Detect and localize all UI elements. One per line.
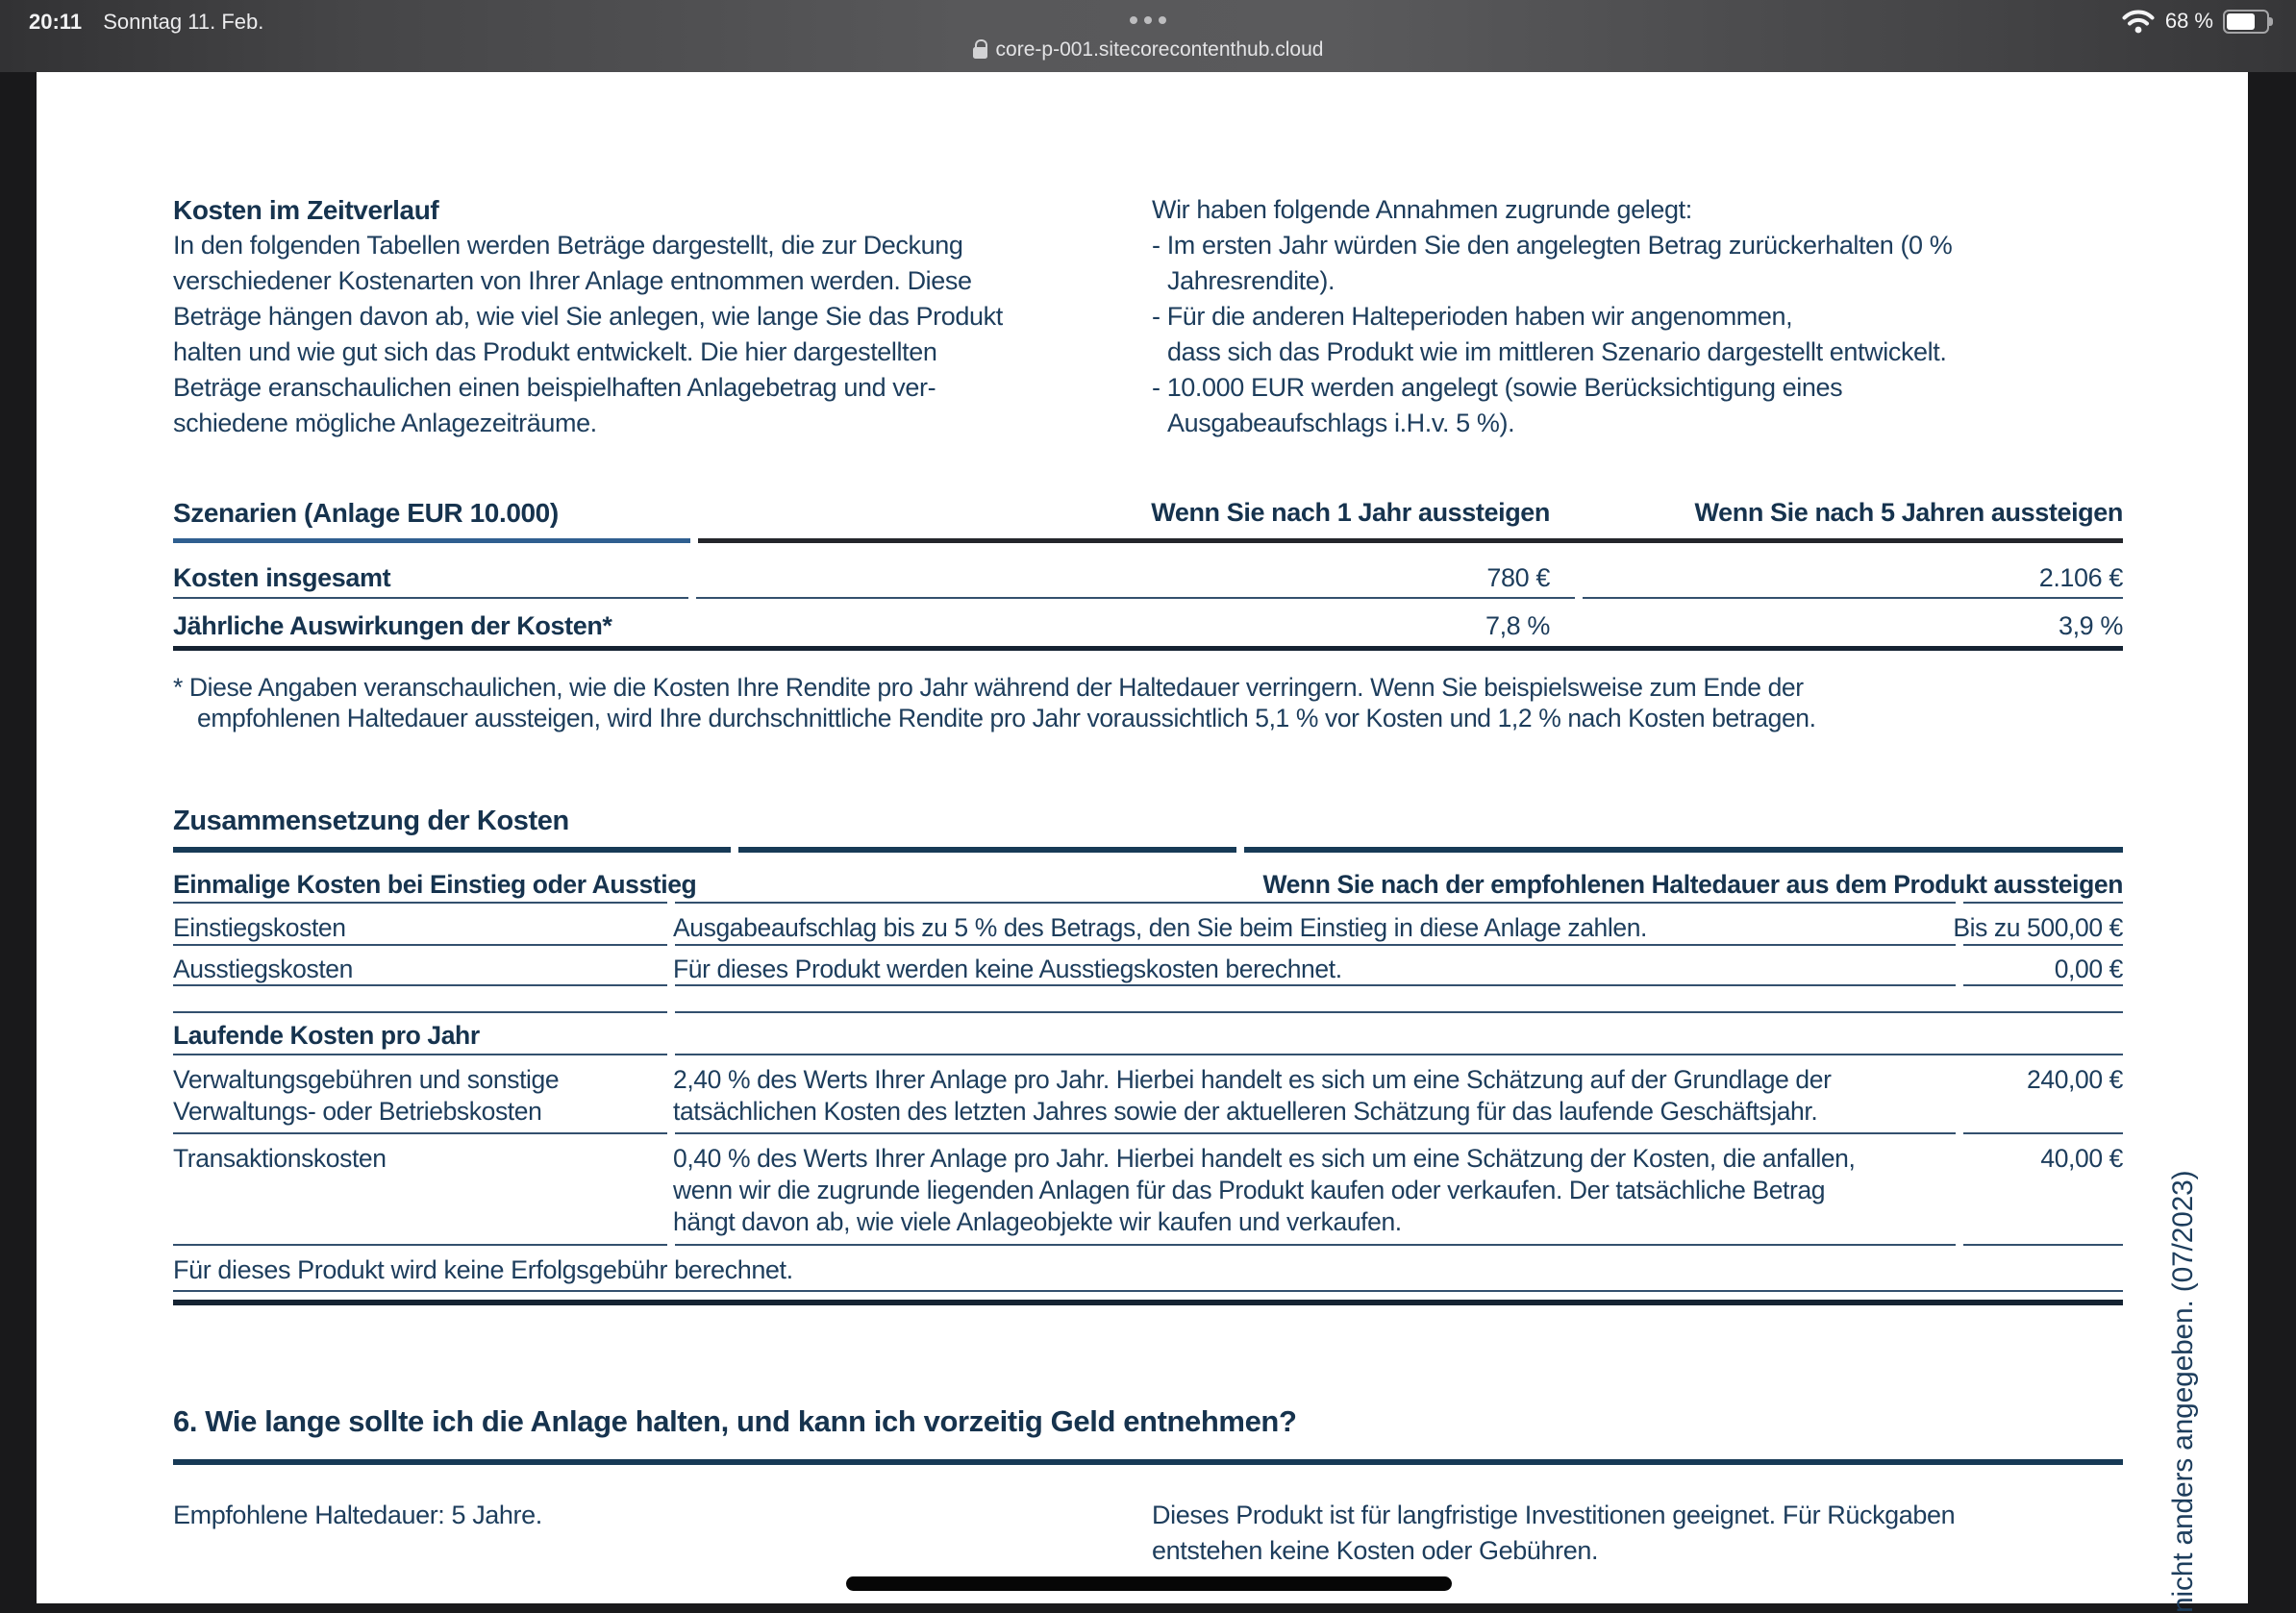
battery-nub	[2269, 17, 2273, 26]
intro-line: In den folgenden Tabellen werden Beträge dargestellt, die zur Deckung	[173, 231, 963, 260]
exit-costs-label: Ausstiegskosten	[173, 955, 353, 983]
status-bar	[0, 0, 2296, 72]
holding-period-rule	[173, 1459, 2123, 1465]
ellipsis-icon	[1144, 16, 1152, 24]
composition-row-rule	[1963, 1132, 2123, 1134]
scenario-row-value-year1: 780 €	[1486, 563, 1550, 592]
management-fees-value: 240,00 €	[2027, 1065, 2123, 1094]
assumption-line: Ausgabeaufschlags i.H.v. 5 %).	[1167, 409, 1515, 437]
running-costs-header: Laufende Kosten pro Jahr	[173, 1021, 480, 1050]
composition-bottom-thin-rule	[173, 1290, 2123, 1292]
composition-row-rule	[173, 944, 667, 946]
status-date: Sonntag 11. Feb.	[103, 10, 264, 34]
management-fees-label	[173, 1065, 559, 1129]
intro-line: schiedene mögliche Anlagezeiträume.	[173, 409, 597, 437]
scenario-row-label: Jährliche Auswirkungen der Kosten*	[173, 611, 612, 640]
exit-after-holding-header: Wenn Sie nach der empfohlenen Haltedauer aus dem Produkt aussteigen	[1262, 870, 2123, 899]
exit-costs-desc: Für dieses Produkt werden keine Ausstiegskosten berechnet.	[673, 955, 1342, 983]
ellipsis-icon	[1130, 16, 1137, 24]
recommended-holding-period: Empfohlene Haltedauer: 5 Jahre.	[173, 1501, 542, 1529]
management-fees-desc	[673, 1065, 1832, 1129]
label-line: Verwaltungsgebühren und sonstige	[173, 1065, 560, 1094]
scenario-table-header-year5: Wenn Sie nach 5 Jahren aussteigen	[1694, 498, 2123, 527]
composition-bottom-thick-rule	[173, 1300, 2123, 1305]
assumption-line: - Für die anderen Halteperioden haben wir angenommen,	[1152, 302, 1793, 331]
scenario-table-header-product: Szenarien (Anlage EUR 10.000)	[173, 498, 559, 528]
scenario-row-rule	[1583, 597, 2123, 599]
scenario-row-value-year5: 2.106 €	[2038, 563, 2123, 592]
composition-top-rule	[738, 847, 1236, 853]
assumption-line: - Im ersten Jahr würden Sie den angelegten Betrag zurückerhalten (0 %	[1152, 231, 1953, 260]
section-title-kosten-im-zeitverlauf: Kosten im Zeitverlauf	[173, 195, 439, 225]
entry-costs-label: Einstiegskosten	[173, 913, 346, 942]
status-right-cluster	[2121, 9, 2269, 34]
one-off-costs-header: Einmalige Kosten bei Einstieg oder Ausstieg	[173, 870, 697, 899]
battery-icon	[2223, 10, 2269, 34]
status-time: 20:11	[29, 10, 83, 34]
home-indicator[interactable]	[846, 1576, 1452, 1591]
scenario-row-value-year1: 7,8 %	[1485, 611, 1550, 640]
intro-line: Beträge hängen davon ab, wie viel Sie anlegen, wie lange Sie das Produkt	[173, 302, 1003, 331]
composition-row-rule	[173, 1132, 667, 1134]
composition-row-rule	[675, 1054, 2123, 1055]
composition-row-rule	[675, 1244, 1956, 1246]
battery-fill	[2227, 13, 2255, 30]
composition-row-rule	[173, 984, 667, 986]
desc-line: 2,40 % des Werts Ihrer Anlage pro Jahr. Hierbei handelt es sich um eine Schätzung auf der Grundlage der	[673, 1065, 1832, 1094]
entry-costs-value: Bis zu 500,00 €	[1953, 913, 2123, 942]
composition-top-rule	[1244, 847, 2123, 853]
running-costs-top-rule	[173, 1011, 667, 1013]
url-text: core-p-001.sitecorecontenthub.cloud	[995, 38, 1324, 61]
composition-title: Zusammensetzung der Kosten	[173, 806, 569, 836]
running-costs-top-rule	[675, 1011, 2123, 1013]
intro-line: Beträge eranschaulichen einen beispielhaften Anlagebetrag und ver-	[173, 373, 936, 402]
assumption-line: - 10.000 EUR werden angelegt (sowie Berücksichtigung eines	[1152, 373, 1843, 402]
desc-line: 0,40 % des Werts Ihrer Anlage pro Jahr. Hierbei handelt es sich um eine Schätzung der Kosten, die anfallen,	[673, 1144, 1856, 1173]
transaction-costs-desc	[673, 1144, 1855, 1239]
intro-line: verschiedener Kostenarten von Ihrer Anlage entnommen werden. Diese	[173, 266, 972, 295]
composition-row-rule	[173, 1054, 667, 1055]
rotated-version-note: nicht anders angegeben. (07/2023)	[2167, 1170, 2199, 1613]
scenario-table-bottom-rule	[173, 646, 2123, 651]
label-line: Verwaltungs- oder Betriebskosten	[173, 1097, 542, 1126]
desc-line: wenn wir die zugrunde liegenden Anlagen für das Produkt kaufen oder verkaufen. Der tatsächliche Betrag	[673, 1176, 1826, 1204]
intro-paragraph	[173, 231, 1003, 444]
assumption-line: Wir haben folgende Annahmen zugrunde gelegt:	[1152, 195, 1692, 224]
holding-period-title: 6. Wie lange sollte ich die Anlage halten, und kann ich vorzeitig Geld entnehmen?	[173, 1404, 1297, 1438]
transaction-costs-label: Transaktionskosten	[173, 1144, 387, 1173]
composition-row-rule	[173, 1244, 667, 1246]
composition-row-rule	[675, 902, 1956, 904]
battery-percent: 68 %	[2164, 9, 2213, 33]
transaction-costs-value: 40,00 €	[2040, 1144, 2123, 1173]
composition-row-rule	[675, 1132, 1956, 1134]
desc-line: hängt davon ab, wie viele Anlageobjekte wir kaufen und verkaufen.	[673, 1207, 1402, 1236]
composition-row-rule	[173, 902, 667, 904]
assumption-line: Jahresrendite).	[1167, 266, 1335, 295]
intro-line: halten und wie gut sich das Produkt entwickelt. Die hier dargestellten	[173, 337, 937, 366]
scenario-header-rule-blue	[173, 538, 690, 543]
scenario-row-label: Kosten insgesamt	[173, 563, 391, 592]
composition-row-rule	[1963, 1244, 2123, 1246]
exit-costs-value: 0,00 €	[2054, 955, 2123, 983]
composition-row-rule	[1963, 984, 2123, 986]
scenario-row-value-year5: 3,9 %	[2058, 611, 2123, 640]
composition-row-rule	[1963, 944, 2123, 946]
ellipsis-icon	[1159, 16, 1166, 24]
assumption-line: dass sich das Produkt wie im mittleren Szenario dargestellt entwickelt.	[1167, 337, 1947, 366]
entry-costs-desc: Ausgabeaufschlag bis zu 5 % des Betrags, den Sie beim Einstieg in diese Anlage zahlen.	[673, 913, 1648, 942]
holding-period-note	[1152, 1501, 1955, 1572]
note-line: entstehen keine Kosten oder Gebühren.	[1152, 1536, 1599, 1565]
composition-row-rule	[1963, 902, 2123, 904]
no-performance-fee-note: Für dieses Produkt wird keine Erfolgsgebühr berechnet.	[173, 1255, 793, 1284]
lock-icon	[973, 47, 987, 59]
composition-row-rule	[675, 984, 1956, 986]
desc-line: tatsächlichen Kosten des letzten Jahres sowie der aktuelleren Schätzung für das laufende Geschäftsjahr.	[673, 1097, 1818, 1126]
more-menu-button[interactable]	[0, 16, 2296, 24]
scenario-row-rule	[696, 597, 1575, 599]
wifi-icon	[2121, 9, 2156, 34]
composition-top-rule	[173, 847, 731, 853]
scenario-table-header-year1: Wenn Sie nach 1 Jahr aussteigen	[1151, 498, 1550, 527]
scenario-footnote-line2: empfohlenen Haltedauer aussteigen, wird Ihre durchschnittliche Rendite pro Jahr voraussichtlich 5,1 % vor Kosten und 1,2 % nach Kosten betragen.	[197, 704, 1816, 732]
composition-row-rule	[675, 944, 1956, 946]
note-line: Dieses Produkt ist für langfristige Investitionen geeignet. Für Rückgaben	[1152, 1501, 1956, 1529]
scenario-header-rule-dark	[698, 538, 2123, 543]
scenario-footnote-line1: * Diese Angaben veranschaulichen, wie die Kosten Ihre Rendite pro Jahr während der Haltedauer verringern. Wenn Sie beispielsweise zum Ende der	[173, 673, 1804, 702]
url-bar[interactable]	[0, 38, 2296, 62]
assumptions-paragraph	[1152, 195, 1952, 444]
scenario-row-rule	[173, 597, 688, 599]
